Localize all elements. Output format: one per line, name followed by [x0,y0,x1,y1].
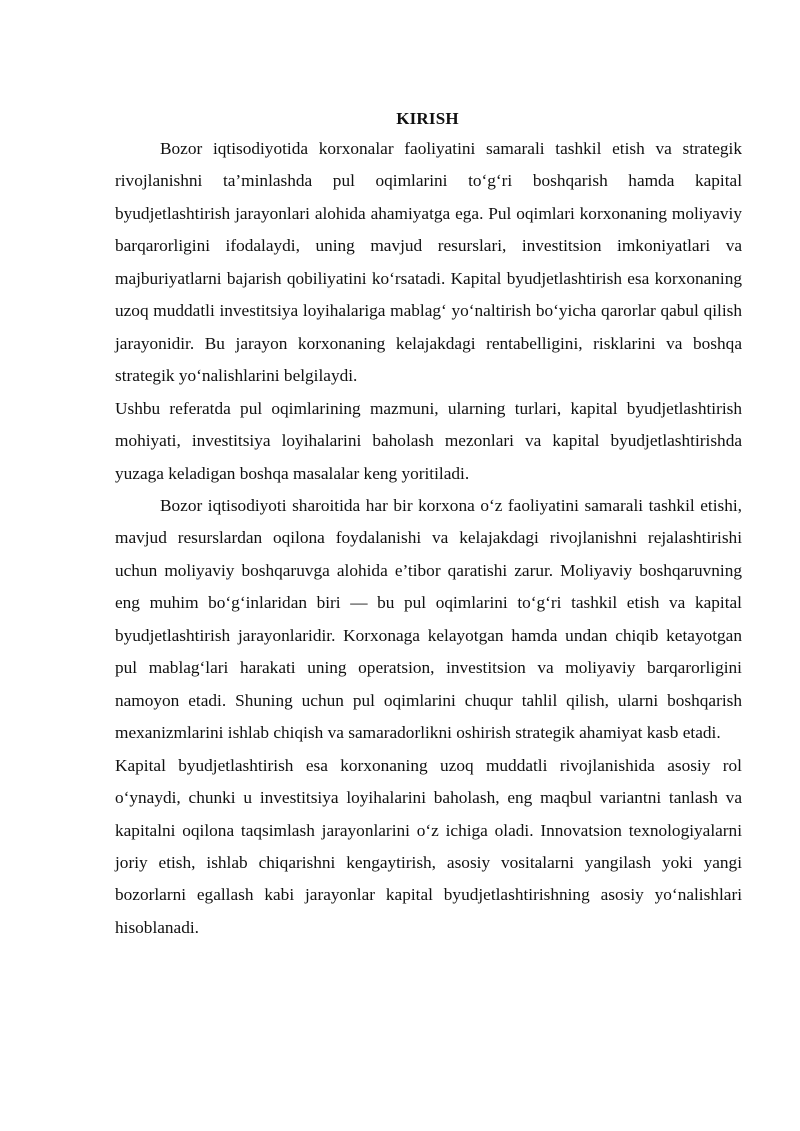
page-title: KIRISH [396,109,459,128]
paragraph-financial-management: Bozor iqtisodiyoti sharoitida har bir korxona o‘z faoliyatini samarali tashkil etishi, mavjud resurslardan oqilona foydalanishi va kelajakdagi rivojlanishni rejalashtirishi uchun moliyaviy boshqaruvga alohida e’tibor qaratishi zarur. Moliyaviy boshqaruvning eng muhim bo‘g‘inlaridan biri — bu pul oqimlarini to‘g‘ri tashkil etish va kapital byudjetlashtirish jarayonlaridir. Korxonaga kelayotgan hamda undan chiqib ketayotgan pul mablag‘lari harakati uning operatsion, investitsion va moliyaviy barqarorligini namoyon etadi. Shuning uchun pul oqimlarini chuqur tahlil qilish, ularni boshqarish mexanizmlarini ishlab chiqish va samaradorlikni oshirish strategik ahamiyat kasb etadi. [115,495,742,743]
paragraph-capital-budgeting: Kapital byudjetlashtirish esa korxonaning uzoq muddatli rivojlanishida asosiy rol o‘ynaydi, chunki u investitsiya loyihalarini baholash, eng maqbul variantni tanlash va kapitalni oqilona taqsimlash jarayonlarini o‘z ichiga oladi. Innovatsion texnologiyalarni joriy etish, ishlab chiqarishni kengaytirish, asosiy vositalarni yangilash yoki yangi bozorlarni egallash kabi jarayonlar kapital byudjetlashtirishning asosiy yo‘nalishlari hisoblanadi. [115,755,742,937]
document-body [115,133,742,944]
paragraph-scope: Ushbu referatda pul oqimlarining mazmuni, ularning turlari, kapital byudjetlashtirish mohiyati, investitsiya loyihalarini baholash mezonlari va kapital byudjetlashtirishda yuzaga keladigan boshqa masalalar keng yoritiladi. [115,398,742,483]
paragraph-intro: Bozor iqtisodiyotida korxonalar faoliyatini samarali tashkil etish va strategik rivojlanishni ta’minlashda pul oqimlarini to‘g‘ri boshqarish hamda kapital byudjetlashtirish jarayonlari alohida ahamiyatga ega. Pul oqimlari korxonaning moliyaviy barqarorligini ifodalaydi, uning mavjud resurslari, investitsion imkoniyatlari va majburiyatlarni bajarish qobiliyatini ko‘rsatadi. Kapital byudjetlashtirish esa korxonaning uzoq muddatli investitsiya loyihalariga mablag‘ yo‘naltirish bo‘yicha qarorlar qabul qilish jarayonidir. Bu jarayon korxonaning kelajakdagi rentabelligini, risklarini va boshqa strategik yo‘nalishlarini belgilaydi. [115,139,742,386]
